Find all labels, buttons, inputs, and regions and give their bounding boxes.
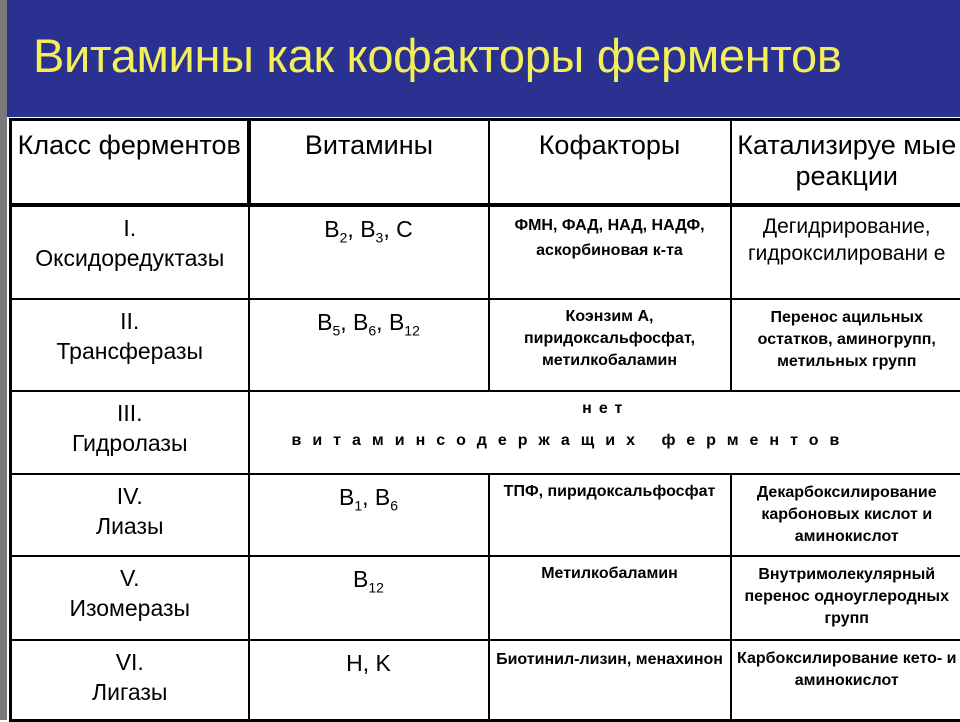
note-line-1: нет <box>252 392 960 420</box>
enzyme-class-cell <box>11 391 249 474</box>
table-row <box>11 391 960 474</box>
cofactors-cell: ТПФ, пиридоксальфосфат <box>489 474 731 556</box>
title-banner <box>7 0 960 117</box>
class-name: Трансферазы <box>14 336 246 366</box>
reactions-cell: Перенос ацильных остатков, аминогрупп, метильных групп <box>731 299 960 391</box>
table-row <box>11 640 960 720</box>
header-class: Класс ферментов <box>11 120 249 206</box>
class-name: Оксидоредуктазы <box>14 243 246 273</box>
vitamin-list: $B_1$, $B_6$ <box>339 484 398 510</box>
reactions-cell: Декарбоксилирование карбоновых кислот и аминокислот <box>731 474 960 556</box>
header-reactions: Катализируе мые реакции <box>731 120 960 206</box>
page-title: Витамины как кофакторы ферментов <box>33 28 842 83</box>
vitamins-cell <box>249 299 489 391</box>
table-row <box>11 205 960 299</box>
class-number: III. <box>14 398 246 428</box>
table-row <box>11 299 960 391</box>
vitamin-list: $B_5$, $B_6$, $B_{12}$ <box>317 309 420 335</box>
cofactors-cell: Коэнзим А, пиридоксальфосфат, метилкобаламин <box>489 299 731 391</box>
reactions-cell: Карбоксилирование кето- и аминокислот <box>731 640 960 720</box>
vitamin-list: $B_2$, $B_3$, C <box>324 216 412 242</box>
enzyme-class-cell <box>11 299 249 391</box>
note-line-2: витаминсодержащих ферментов <box>252 430 960 452</box>
vitamin-cofactor-table <box>9 118 960 722</box>
enzyme-class-cell <box>11 205 249 299</box>
class-name: Лигазы <box>14 677 246 707</box>
left-edge-bar <box>0 0 7 720</box>
reactions-cell: Дегидрирование, гидроксилировани е <box>731 205 960 299</box>
enzyme-class-cell <box>11 556 249 640</box>
cofactors-cell: ФМН, ФАД, НАД, НАДФ, аскорбиновая к-та <box>489 205 731 299</box>
header-row <box>11 120 960 206</box>
class-number: I. <box>14 213 246 243</box>
class-name: Изомеразы <box>14 593 246 623</box>
table-row <box>11 474 960 556</box>
class-name: Лиазы <box>14 511 246 541</box>
vitamin-list: H, K <box>346 650 391 676</box>
class-number: IV. <box>14 481 246 511</box>
vitamins-cell <box>249 640 489 720</box>
reactions-cell: Внутримолекулярный перенос одноуглеродных групп <box>731 556 960 640</box>
header-vitamins: Витамины <box>249 120 489 206</box>
class-name: Гидролазы <box>14 428 246 458</box>
no-vitamin-note-cell <box>249 391 960 474</box>
vitamins-cell <box>249 205 489 299</box>
cofactors-cell: Метилкобаламин <box>489 556 731 640</box>
vitamin-list: $B_{12}$ <box>353 566 384 592</box>
header-cofactors: Кофакторы <box>489 120 731 206</box>
vitamins-cell <box>249 474 489 556</box>
enzyme-class-cell <box>11 474 249 556</box>
enzyme-class-cell <box>11 640 249 720</box>
class-number: V. <box>14 563 246 593</box>
table-row <box>11 556 960 640</box>
vitamins-cell <box>249 556 489 640</box>
class-number: II. <box>14 306 246 336</box>
class-number: VI. <box>14 647 246 677</box>
cofactors-cell: Биотинил-лизин, менахинон <box>489 640 731 720</box>
